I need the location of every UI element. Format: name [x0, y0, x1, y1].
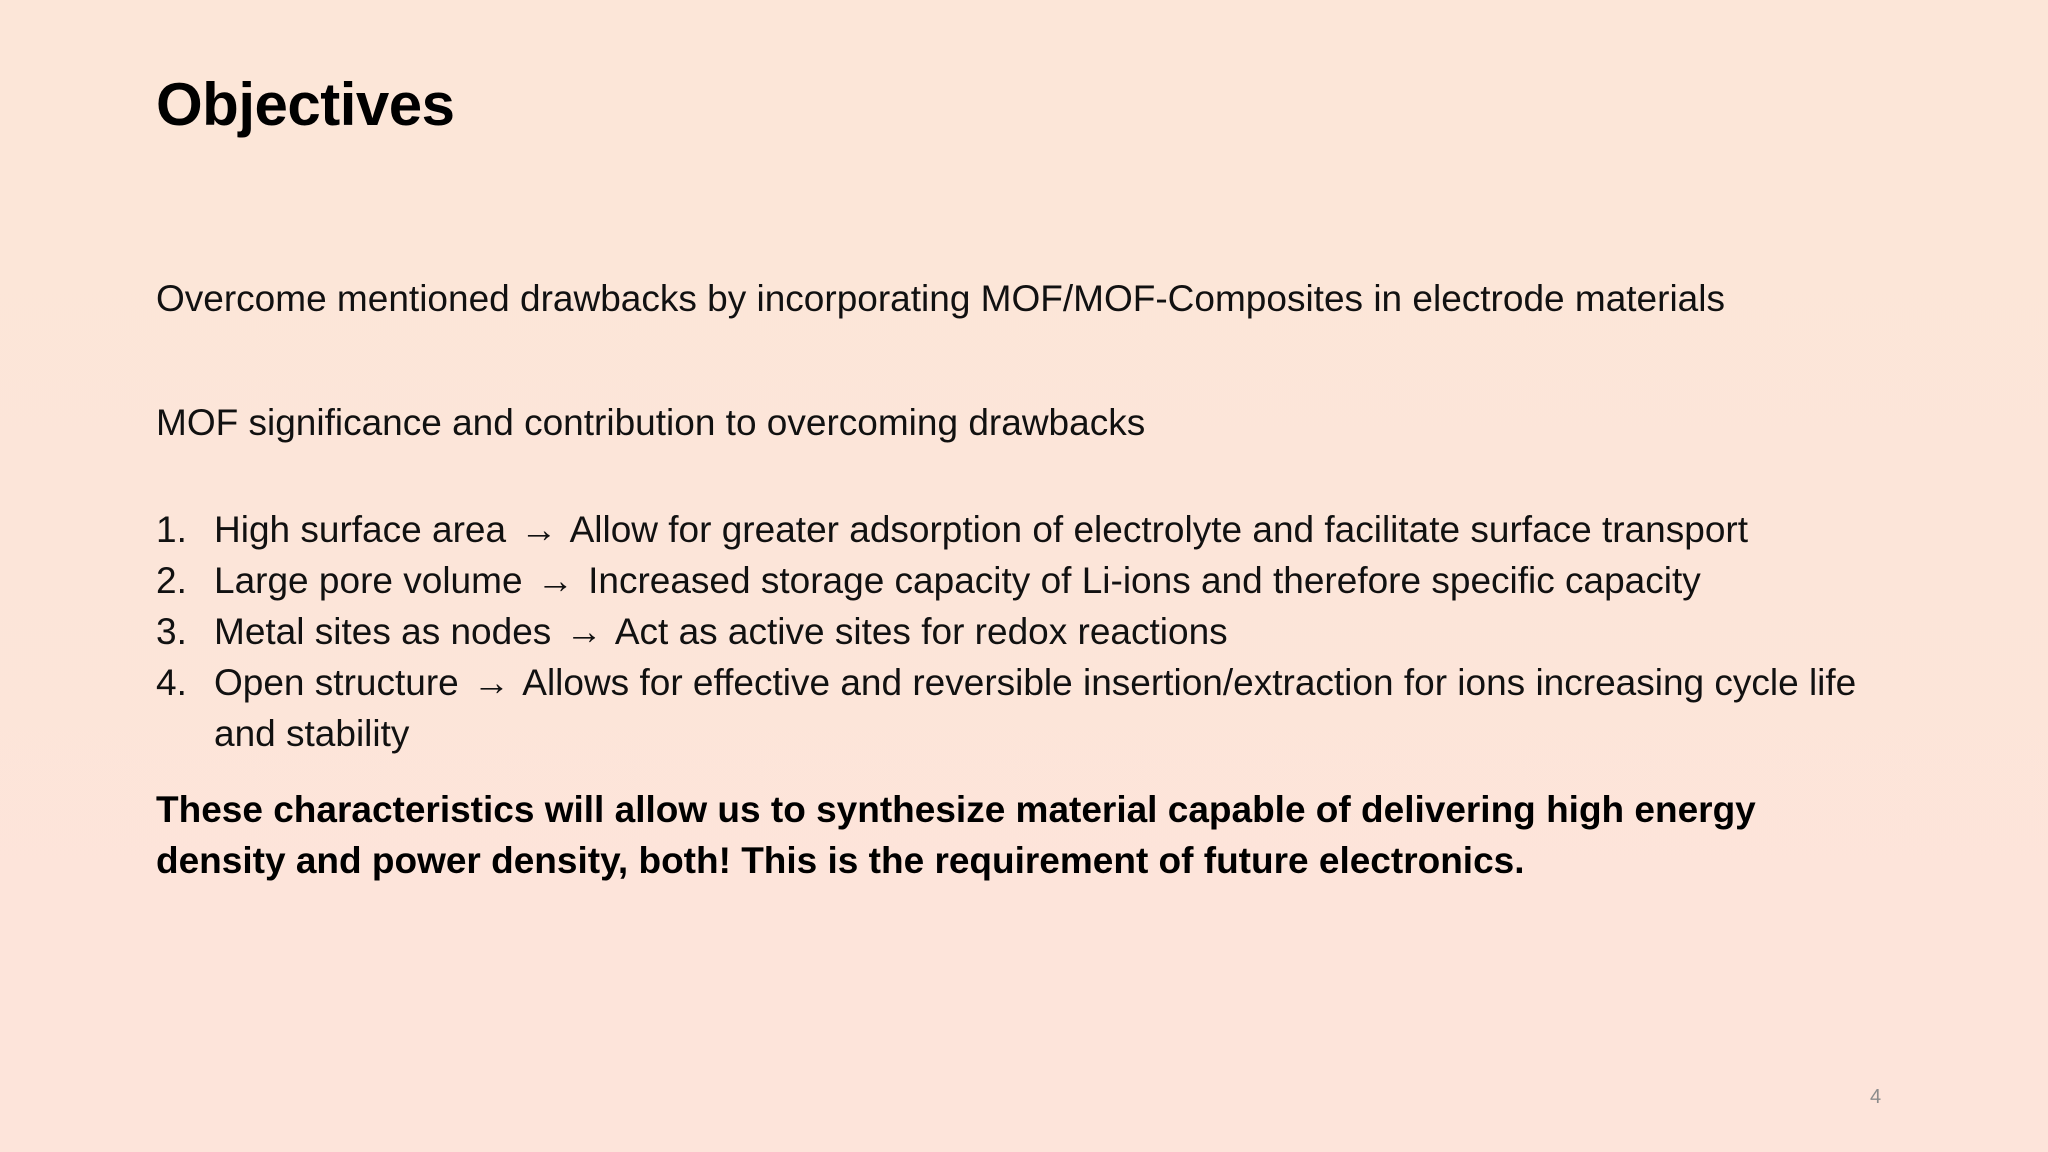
- list-item-number: 4.: [156, 662, 187, 703]
- list-item-number: 1.: [156, 509, 187, 550]
- slide-title: Objectives: [156, 71, 455, 138]
- page-number: 4: [1870, 1086, 1882, 1108]
- list-item-description: Allow for greater adsorption of electrolyte and facilitate surface transport: [569, 509, 1749, 550]
- arrow-right-icon: →: [520, 509, 558, 550]
- list-item-term: Large pore volume: [214, 560, 523, 601]
- list-item: [156, 657, 1916, 759]
- intro-text: Overcome mentioned drawbacks by incorporating MOF/MOF-Composites in electrode materials: [156, 278, 1725, 319]
- list-item-term: Open structure: [214, 662, 459, 703]
- subheading-text: MOF significance and contribution to overcoming drawbacks: [156, 402, 1146, 443]
- arrow-right-icon: →: [565, 611, 603, 652]
- list-item: [156, 555, 1916, 606]
- list-item-number: 3.: [156, 611, 187, 652]
- arrow-right-icon: →: [473, 662, 511, 703]
- list-item: [156, 606, 1916, 657]
- list-item-term: Metal sites as nodes: [214, 611, 552, 652]
- list-item: [156, 504, 1916, 555]
- conclusion-text: These characteristics will allow us to synthesize material capable of delivering high energy density and power density, both! This is the requirement of future electronics.: [156, 789, 1756, 881]
- list-item-description: Increased storage capacity of Li-ions and therefore specific capacity: [588, 560, 1701, 601]
- characteristics-list: [156, 504, 1916, 759]
- list-item-description: Act as active sites for redox reactions: [614, 611, 1228, 652]
- list-item-term: High surface area: [214, 509, 507, 550]
- arrow-right-icon: →: [536, 560, 574, 601]
- list-item-number: 2.: [156, 560, 187, 601]
- list-item-description: Allows for effective and reversible insertion/extraction for ions increasing cycle life and stability: [214, 662, 1857, 754]
